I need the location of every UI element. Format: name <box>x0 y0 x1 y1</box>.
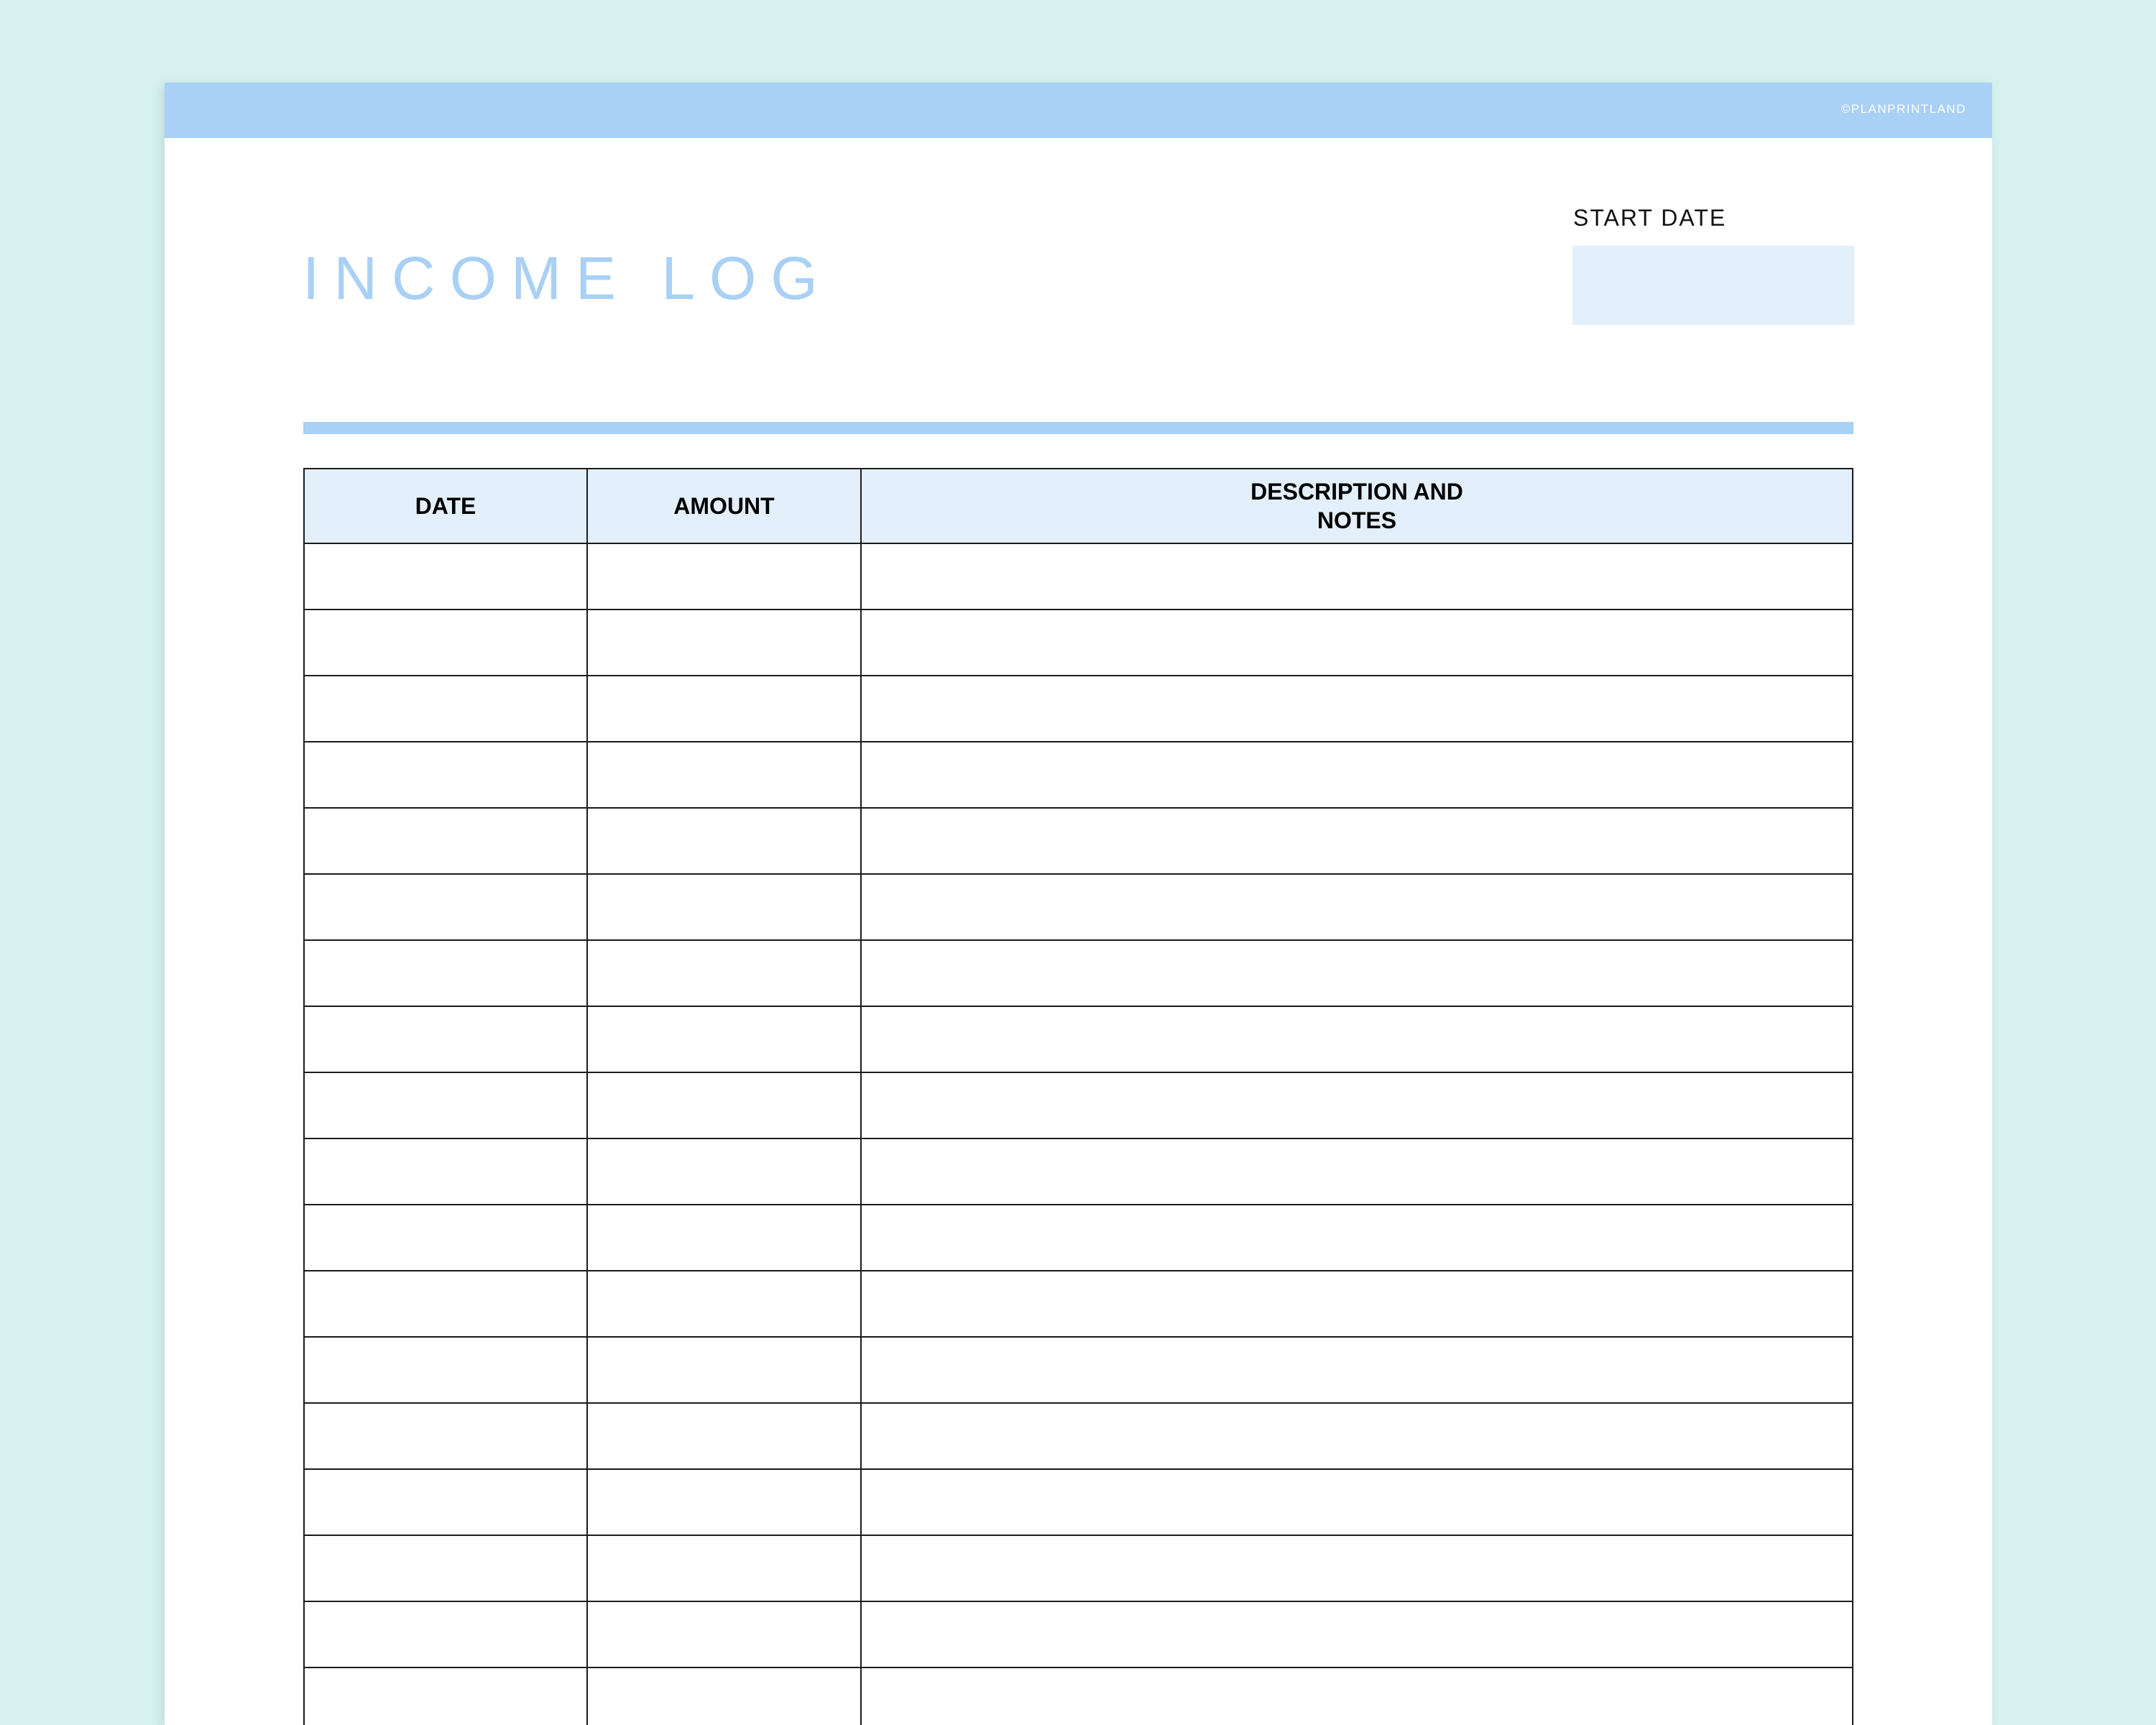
date-cell[interactable] <box>304 1403 587 1469</box>
description-cell[interactable] <box>861 1205 1853 1271</box>
table-row <box>304 1535 1853 1601</box>
table-row <box>304 610 1853 676</box>
amount-cell[interactable] <box>587 1006 861 1072</box>
amount-cell[interactable] <box>587 1469 861 1535</box>
table-row <box>304 1271 1853 1337</box>
amount-cell[interactable] <box>587 808 861 874</box>
date-cell[interactable] <box>304 1469 587 1535</box>
table-row <box>304 1072 1853 1138</box>
date-cell[interactable] <box>304 1337 587 1403</box>
amount-cell[interactable] <box>587 742 861 808</box>
income-log-table <box>303 468 1853 1725</box>
date-cell[interactable] <box>304 1668 587 1725</box>
amount-cell[interactable] <box>587 676 861 742</box>
amount-cell[interactable] <box>587 1668 861 1725</box>
amount-cell[interactable] <box>587 1138 861 1205</box>
description-cell[interactable] <box>861 1138 1853 1205</box>
description-cell[interactable] <box>861 1469 1853 1535</box>
description-cell[interactable] <box>861 1668 1853 1725</box>
description-column-header: DESCRIPTION AND NOTES <box>861 469 1853 543</box>
date-cell[interactable] <box>304 742 587 808</box>
description-cell[interactable] <box>861 610 1853 676</box>
income-log-page <box>165 83 1992 1725</box>
description-cell[interactable] <box>861 1072 1853 1138</box>
table-row <box>304 742 1853 808</box>
amount-cell[interactable] <box>587 1205 861 1271</box>
date-cell[interactable] <box>304 543 587 610</box>
date-cell[interactable] <box>304 1271 587 1337</box>
amount-column-header: AMOUNT <box>587 469 861 543</box>
description-cell[interactable] <box>861 1403 1853 1469</box>
amount-cell[interactable] <box>587 1072 861 1138</box>
table-row <box>304 1138 1853 1205</box>
date-cell[interactable] <box>304 874 587 940</box>
date-cell[interactable] <box>304 610 587 676</box>
amount-cell[interactable] <box>587 1535 861 1601</box>
date-cell[interactable] <box>304 676 587 742</box>
amount-cell[interactable] <box>587 1337 861 1403</box>
table-row <box>304 808 1853 874</box>
table-row <box>304 1337 1853 1403</box>
date-cell[interactable] <box>304 808 587 874</box>
copyright-text: ©PLANPRINTLAND <box>1841 102 1966 116</box>
amount-cell[interactable] <box>587 1271 861 1337</box>
start-date-field[interactable] <box>1572 246 1854 325</box>
description-cell[interactable] <box>861 1006 1853 1072</box>
amount-cell[interactable] <box>587 940 861 1006</box>
start-date-label: START DATE <box>1573 205 1727 231</box>
description-cell[interactable] <box>861 676 1853 742</box>
table-row <box>304 940 1853 1006</box>
description-cell[interactable] <box>861 940 1853 1006</box>
table-row <box>304 1601 1853 1668</box>
date-cell[interactable] <box>304 1535 587 1601</box>
date-cell[interactable] <box>304 1601 587 1668</box>
date-cell[interactable] <box>304 1205 587 1271</box>
header-divider <box>303 422 1853 434</box>
top-banner <box>165 83 1992 138</box>
page-title: INCOME LOG <box>303 244 832 312</box>
description-cell[interactable] <box>861 808 1853 874</box>
date-cell[interactable] <box>304 940 587 1006</box>
table-header-row <box>304 469 1853 543</box>
description-cell[interactable] <box>861 742 1853 808</box>
date-cell[interactable] <box>304 1072 587 1138</box>
table-row <box>304 874 1853 940</box>
description-cell[interactable] <box>861 543 1853 610</box>
table-row <box>304 543 1853 610</box>
date-cell[interactable] <box>304 1006 587 1072</box>
amount-cell[interactable] <box>587 1601 861 1668</box>
date-column-header: DATE <box>304 469 587 543</box>
amount-cell[interactable] <box>587 874 861 940</box>
description-cell[interactable] <box>861 1601 1853 1668</box>
table-row <box>304 1205 1853 1271</box>
description-cell[interactable] <box>861 1271 1853 1337</box>
table-body <box>304 543 1853 1725</box>
table-row <box>304 676 1853 742</box>
amount-cell[interactable] <box>587 543 861 610</box>
table-row <box>304 1006 1853 1072</box>
description-cell[interactable] <box>861 874 1853 940</box>
amount-cell[interactable] <box>587 1403 861 1469</box>
table-row <box>304 1469 1853 1535</box>
description-cell[interactable] <box>861 1535 1853 1601</box>
description-cell[interactable] <box>861 1337 1853 1403</box>
amount-cell[interactable] <box>587 610 861 676</box>
table-row <box>304 1668 1853 1725</box>
table-row <box>304 1403 1853 1469</box>
date-cell[interactable] <box>304 1138 587 1205</box>
